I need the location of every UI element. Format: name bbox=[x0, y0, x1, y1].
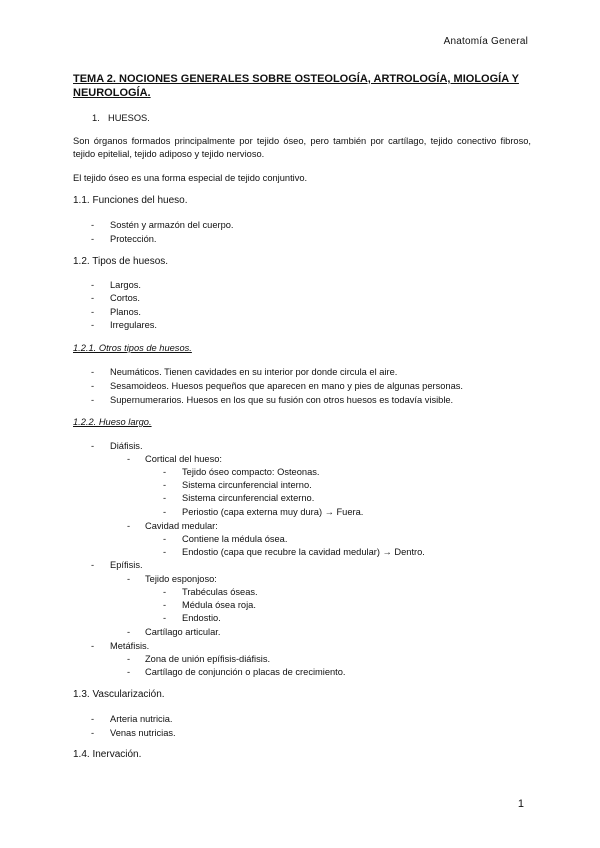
list-dash: - bbox=[91, 220, 95, 230]
list-dash: - bbox=[127, 454, 131, 464]
list-item: Sistema circunferencial interno. bbox=[182, 480, 312, 490]
list-item: Planos. bbox=[110, 307, 142, 317]
list-dash: - bbox=[91, 320, 95, 330]
list-dash: - bbox=[127, 654, 131, 664]
list-item: Tejido óseo compacto: Osteonas. bbox=[182, 467, 320, 477]
list-item-esponjoso: Tejido esponjoso: bbox=[145, 574, 217, 584]
list-dash: - bbox=[91, 560, 95, 570]
list-dash: - bbox=[91, 441, 95, 451]
list-item-cortical: Cortical del hueso: bbox=[145, 454, 222, 464]
list-item: Trabéculas óseas. bbox=[182, 587, 258, 597]
list-item-diafisis: Diáfisis. bbox=[110, 441, 143, 451]
list-dash: - bbox=[91, 367, 95, 377]
subsection-heading-1-2-1: 1.2.1. Otros tipos de huesos. bbox=[73, 343, 192, 353]
list-dash: - bbox=[91, 641, 95, 651]
list-item: Largos. bbox=[110, 280, 142, 290]
list-dash: - bbox=[91, 714, 95, 724]
list-dash: - bbox=[91, 381, 95, 391]
list-item: Protección. bbox=[110, 234, 157, 244]
list-item: Médula ósea roja. bbox=[182, 600, 256, 610]
chapter-title: TEMA 2. NOCIONES GENERALES SOBRE OSTEOLOGÍA, ARTROLOGÍA, MIOLOGÍA Y NEUROLOGÍA. bbox=[73, 73, 519, 99]
section-heading-1-2: 1.2. Tipos de huesos. bbox=[73, 256, 169, 267]
list-item: Cartílago de conjunción o placas de crecimiento. bbox=[145, 667, 346, 677]
list-dash: - bbox=[127, 627, 131, 637]
list-item-epifisis: Epífisis. bbox=[110, 560, 143, 570]
list-item: Contiene la médula ósea. bbox=[182, 534, 288, 544]
list-item: Sistema circunferencial externo. bbox=[182, 493, 315, 503]
list-dash: - bbox=[127, 574, 131, 584]
list-dash: - bbox=[163, 480, 167, 490]
list-dash: - bbox=[127, 521, 131, 531]
list-dash: - bbox=[127, 667, 131, 677]
list-item-cavidad: Cavidad medular: bbox=[145, 521, 218, 531]
list-dash: - bbox=[163, 493, 167, 503]
intro-paragraph: Son órganos formados principalmente por tejido óseo, pero también por cartílago, tejido conectivo fibroso, tejido epitelial, tejido adiposo y tejido nervioso. bbox=[73, 136, 531, 159]
list-item: Neumáticos. Tienen cavidades en su interior por donde circula el aire. bbox=[110, 367, 398, 377]
list-dash: - bbox=[163, 613, 167, 623]
section-heading-1-4: 1.4. Inervación. bbox=[73, 749, 142, 760]
section-heading-1-3: 1.3. Vascularización. bbox=[73, 689, 165, 700]
list-dash: - bbox=[91, 307, 95, 317]
list-dash: - bbox=[163, 600, 167, 610]
list-dash: - bbox=[163, 467, 167, 477]
running-header: Anatomía General bbox=[443, 36, 528, 47]
list-dash: - bbox=[91, 395, 95, 405]
list-item: Zona de unión epífisis-diáfisis. bbox=[145, 654, 271, 664]
list-dash: - bbox=[163, 534, 167, 544]
list-dash: - bbox=[91, 728, 95, 738]
list-item: Cortos. bbox=[110, 293, 140, 303]
list-item: Endostio (capa que recubre la cavidad medular) → Dentro. bbox=[182, 547, 425, 557]
list-item: Venas nutricias. bbox=[110, 728, 176, 738]
section-number: 1. bbox=[92, 113, 100, 123]
list-dash: - bbox=[163, 547, 167, 557]
list-dash: - bbox=[163, 587, 167, 597]
list-dash: - bbox=[163, 507, 167, 517]
list-item: Endostio. bbox=[182, 613, 221, 623]
list-item: Periostio (capa externa muy dura) → Fuera. bbox=[182, 507, 364, 517]
section-heading-huesos: HUESOS. bbox=[108, 113, 150, 123]
list-item: Arteria nutricia. bbox=[110, 714, 173, 724]
list-item: Sostén y armazón del cuerpo. bbox=[110, 220, 234, 230]
list-dash: - bbox=[91, 293, 95, 303]
section-heading-1-1: 1.1. Funciones del hueso. bbox=[73, 195, 188, 206]
page-number: 1 bbox=[517, 798, 524, 810]
list-item-metafisis: Metáfisis. bbox=[110, 641, 150, 651]
list-dash: - bbox=[91, 234, 95, 244]
subsection-heading-1-2-2: 1.2.2. Hueso largo. bbox=[73, 417, 152, 427]
list-item-cartilago: Cartílago articular. bbox=[145, 627, 221, 637]
list-item: Irregulares. bbox=[110, 320, 158, 330]
intro-paragraph-2: El tejido óseo es una forma especial de tejido conjuntivo. bbox=[73, 173, 308, 183]
list-dash: - bbox=[91, 280, 95, 290]
list-item: Supernumerarios. Huesos en los que su fusión con otros huesos es todavía visible. bbox=[110, 395, 454, 405]
list-item: Sesamoideos. Huesos pequeños que aparecen en mano y pies de algunas personas. bbox=[110, 381, 464, 391]
